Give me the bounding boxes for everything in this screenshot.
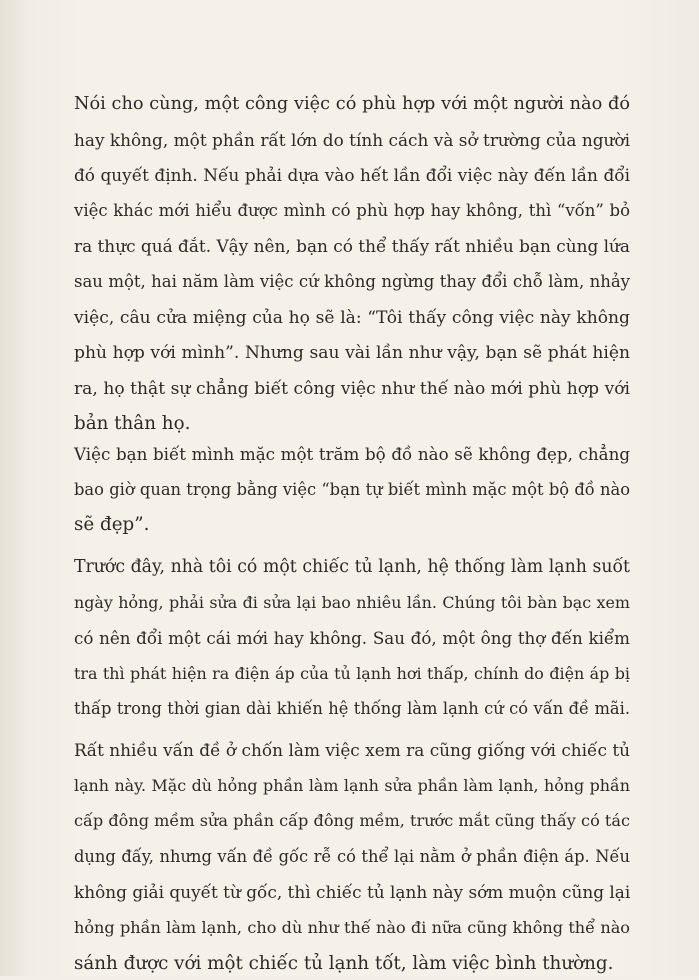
paragraph-3-line-4: tra thì phát hiện ra điện áp của tủ lạnh hơi thấp, chính do điện áp bị bbox=[74, 663, 630, 683]
paragraph-1-line-4: việc khác mới hiểu được mình có phù hợp hay không, thì “vốn” bỏ bbox=[74, 200, 630, 220]
paragraph-1-line-3: đó quyết định. Nếu phải dựa vào hết lần đổi việc này đến lần đổi bbox=[74, 165, 630, 186]
paragraph-4-line-4: dụng đấy, nhưng vấn đề gốc rễ có thể lại nằm ở phần điện áp. Nếu bbox=[74, 846, 630, 866]
paragraph-4-line-2: lạnh này. Mặc dù hỏng phần làm lạnh sửa phần làm lạnh, hỏng phần bbox=[74, 775, 630, 795]
paragraph-4-line-1: Rất nhiều vấn đề ở chốn làm việc xem ra cũng giống với chiếc tủ bbox=[74, 740, 630, 760]
paragraph-4-line-5: không giải quyết từ gốc, thì chiếc tủ lạnh này sớm muộn cũng lại bbox=[74, 882, 631, 903]
paragraph-2-line-1: Việc bạn biết mình mặc một trăm bộ đồ nào sẽ không đẹp, chẳng bbox=[74, 444, 630, 464]
paragraph-1-line-10: bản thân họ. bbox=[74, 413, 191, 435]
paragraph-1-line-8: phù hợp với mình”. Nhưng sau vài lần như vậy, bạn sẽ phát hiện bbox=[74, 343, 630, 364]
paragraph-1-line-5: ra thực quá đắt. Vậy nên, bạn có thể thấy rất nhiều bạn cùng lứa bbox=[74, 236, 630, 257]
paragraph-3-line-1: Trước đây, nhà tôi có một chiếc tủ lạnh, hệ thống làm lạnh suốt bbox=[74, 557, 630, 577]
paragraph-1-line-1: Nói cho cùng, một công việc có phù hợp với một người nào đó bbox=[74, 94, 630, 114]
paragraph-1-line-9: ra, họ thật sự chẳng biết công việc như thế nào mới phù hợp với bbox=[74, 378, 630, 399]
paragraph-2-line-2: bao giờ quan trọng bằng việc “bạn tự biết mình mặc một bộ đồ nào bbox=[74, 479, 630, 499]
paragraph-1-line-2: hay không, một phần rất lớn do tính cách và sở trường của người bbox=[74, 129, 630, 150]
paragraph-3-line-2: ngày hỏng, phải sửa đi sửa lại bao nhiêu lần. Chúng tôi bàn bạc xem bbox=[74, 592, 630, 612]
paragraph-1-line-7: việc, câu cửa miệng của họ sẽ là: “Tôi thấy công việc này không bbox=[74, 307, 630, 328]
paragraph-4-line-7: sánh được với một chiếc tủ lạnh tốt, làm việc bình thường. bbox=[74, 952, 614, 974]
paragraph-4-line-3: cấp đông mềm sửa phần cấp đông mềm, trước mắt cũng thấy có tác bbox=[74, 811, 630, 831]
paragraph-1-line-6: sau một, hai năm làm việc cứ không ngừng thay đổi chỗ làm, nhảy bbox=[74, 272, 630, 291]
paragraph-3-line-3: có nên đổi một cái mới hay không. Sau đó, một ông thợ đến kiểm bbox=[74, 628, 630, 649]
paragraph-2-line-3: sẽ đẹp”. bbox=[74, 514, 150, 536]
paragraph-4-line-6: hỏng phần làm lạnh, cho dù như thế nào đi nữa cũng không thể nào bbox=[74, 918, 630, 937]
paragraph-3-line-5: thấp trong thời gian dài khiến hệ thống làm lạnh cứ có vấn đề mãi. bbox=[74, 699, 630, 719]
